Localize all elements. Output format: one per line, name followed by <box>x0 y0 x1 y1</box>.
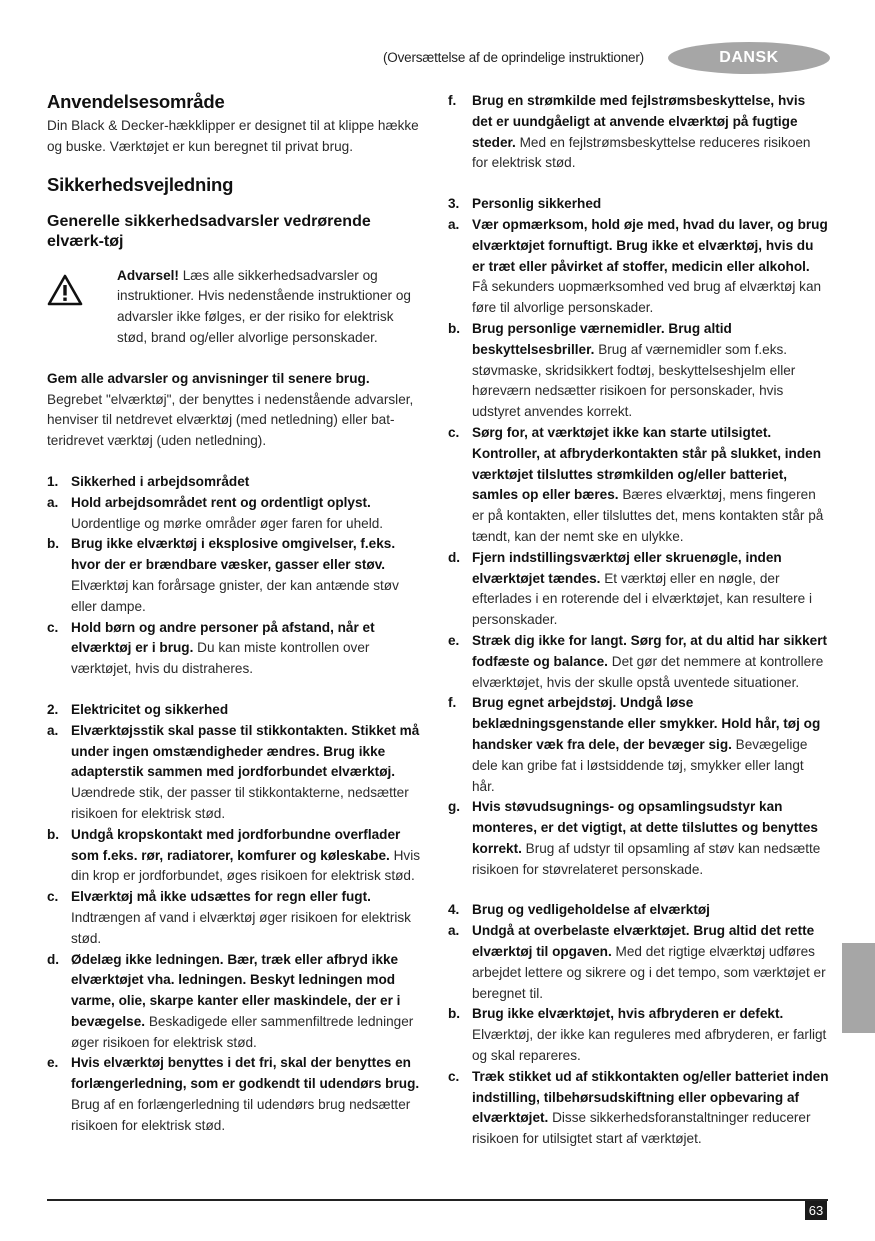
general-safety-heading: Generelle sikkerhedsadvarsler vedrørende elværk-tøj <box>47 212 371 250</box>
list-item: a. Hold arbejdsområdet rent og ordentligt oplyst. Uordentlige og mørke områder øger faren for uheld. <box>47 494 384 531</box>
list-item: c. Træk stikket ud af stikkontakten og/eller batteriet inden indstilling, tilbehørsudskiftning eller opbevaring af elværktøjet. Disse sikkerhedsforanstaltninger reducerer risikoen for utilsigtet start af værktøjet. <box>448 1068 829 1147</box>
side-thumb-tab <box>842 943 875 1033</box>
left-column <box>47 91 424 1137</box>
list-item: c. Hold børn og andre personer på afstand, når et elværktøj er i brug. Du kan miste kontrollen over værktøjet, hvis du distraheres. <box>47 619 375 677</box>
warning-triangle-icon <box>47 266 117 349</box>
intended-use-heading: Anvendelsesområde <box>47 91 225 112</box>
list-item: c. Elværktøj må ikke udsættes for regn eller fugt. Indtrængen af vand i elværktøj øger risikoen for elektrisk stød. <box>47 889 411 946</box>
list-item: g. Hvis støvudsugnings- og opsamlingsudstyr kan monteres, er det vigtigt, at dette tilsluttes og benyttes korrekt. Brug af udstyr til opsamling af støv kan nedsætte risikoen for støvrelateret personskade. <box>448 799 821 877</box>
page-number: 63 <box>805 1201 827 1220</box>
keep-instructions <box>47 369 424 452</box>
list-item: f. Brug en strømkilde med fejlstrømsbeskyttelse, hvis det er uundgåeligt at anvende elværktøj på fugtige steder. Med en fejlstrømsbeskyttelse reduceres risikoen for elektrisk stød. <box>448 93 811 171</box>
translation-note: (Oversættelse af de oprindelige instruktioner) <box>383 50 644 65</box>
list-item: b. Brug personlige værnemidler. Brug altid beskyttelsesbriller. Brug af værnemidler som f.eks. støvmaske, skridsikkert fodtøj, beskyttelseshjelm eller høreværn nedsætter risikoen for personskader, hvis udstyret anvendes korrekt. <box>448 320 796 420</box>
right-column <box>448 91 829 1150</box>
list-item: f. Brug egnet arbejdstøj. Undgå løse beklædningsgenstande eller smykker. Hold hår, tøj og handsker væk fra dele, der bevæger sig. Bevægelige dele kan gribe fat i løstsiddende tøj, smykker eller langt hår. <box>448 695 821 794</box>
warning-body: Læs alle sikkerhedsadvarsler og instruktioner. Hvis nedenstående instruktioner og advarsler ikke følges, er der risiko for elektrisk stød, brand og/eller alvorlige personskader. <box>117 267 411 345</box>
safety-heading: Sikkerhedsvejledning <box>47 173 234 195</box>
list-item: c. Sørg for, at værktøjet ikke kan starte utilsigtet. Kontroller, at afbryderkontakten står på slukket, inden værktøjet tilsluttes strømkilden og/eller batteriet, samles op eller bæres. Bæres elværktøj, mens fingeren er på kontakten, eller tilsluttes det, mens kontakten står på tændt, kan der nemt ske en ulykke. <box>448 424 824 544</box>
section-2-heading: 2. Elektricitet og sikkerhed <box>47 701 229 717</box>
section-3-heading: 3. Personlig sikkerhed <box>448 196 602 212</box>
language-badge: DANSK <box>668 42 830 74</box>
section-4-heading: 4. Brug og vedligeholdelse af elværktøj <box>448 902 710 918</box>
list-item: b. Undgå kropskontakt med jordforbundne overflader som f.eks. rør, radiatorer, komfurer og køleskabe. Hvis din krop er jordforbundet, øges risikoen for elektrisk stød. <box>47 826 421 884</box>
intended-use-text: Din Black & Decker-hækklipper er designet til at klippe hække og buske. Værktøjet er kun beregnet til privat brug. <box>47 118 419 154</box>
footer-rule <box>47 1199 828 1201</box>
list-item: d. Ødelæg ikke ledningen. Bær, træk eller afbryd ikke elværktøjet vha. ledningen. Beskyt ledningen mod varme, olie, skarpe kanter eller maskindele, der er i bevægelse. Beskadigede eller sammenfiltrede ledninger øger risikoen for elektrisk stød. <box>47 951 414 1050</box>
list-item: a. Elværktøjsstik skal passe til stikkontakten. Stikket må under ingen omstændigheder ændres. Brug ikke adapterstik sammen med jordforbundet elværktøj. Uændrede stik, der passer til stikkontakterne, nedsætter risikoen for elektrisk stød. <box>47 722 420 821</box>
warning-label: Advarsel! <box>117 267 179 283</box>
keep-instructions-bold: Gem alle advarsler og anvisninger til senere brug. <box>47 370 370 386</box>
list-item: a. Vær opmærksom, hold øje med, hvad du laver, og brug elværktøjet fornuftigt. Brug ikke et elværktøj, hvis du er træt eller påvirket af stoffer, medicin eller alkohol. Få sekunders uopmærksomhed ved brug af elværktøj kan føre til alvorlige personskader. <box>448 216 828 316</box>
list-item: a. Undgå at overbelaste elværktøjet. Brug altid det rette elværktøj til opgaven. Med det rigtige elværktøj udføres arbejdet lettere og sikrere og i det tempo, som værktøjet er beregnet til. <box>448 923 826 1001</box>
warning-text <box>117 266 424 349</box>
list-item: b. Brug ikke elværktøjet, hvis afbryderen er defekt. Elværktøj, der ikke kan reguleres med afbryderen, er farligt og skal repareres. <box>448 1006 827 1064</box>
warning-block <box>47 266 424 349</box>
list-item: b. Brug ikke elværktøj i eksplosive omgivelser, f.eks. hvor der er brændbare væsker, gasser eller støv. Elværktøj kan forårsage gnister, der kan antænde støv eller dampe. <box>47 536 399 614</box>
keep-instructions-text: Begrebet "elværktøj", der benyttes i nedenstående advarsler, henviser til netdrevet elværktøj (med netledning) eller bat-teridrevet værktøj (uden netledning). <box>47 391 414 449</box>
list-item: e. Stræk dig ikke for langt. Sørg for, at du altid har sikkert fodfæste og balance. Det gør det nemmere at kontrollere elværktøjet, hvis der skulle opstå uventede situationer. <box>448 632 828 690</box>
section-1-heading: 1. Sikkerhed i arbejdsområdet <box>47 473 250 489</box>
list-item: e. Hvis elværktøj benyttes i det fri, skal der benyttes en forlængerledning, som er godkendt til udendørs brug. Brug af en forlængerledning til udendørs brug nedsætter risikoen for elektrisk stød. <box>47 1055 420 1133</box>
list-item: d. Fjern indstillingsværktøj eller skruenøgle, inden elværktøjet tændes. Et værktøj eller en nøgle, der efterlades i en roterende del i elværktøjet, kan resultere i personskader. <box>448 549 813 628</box>
